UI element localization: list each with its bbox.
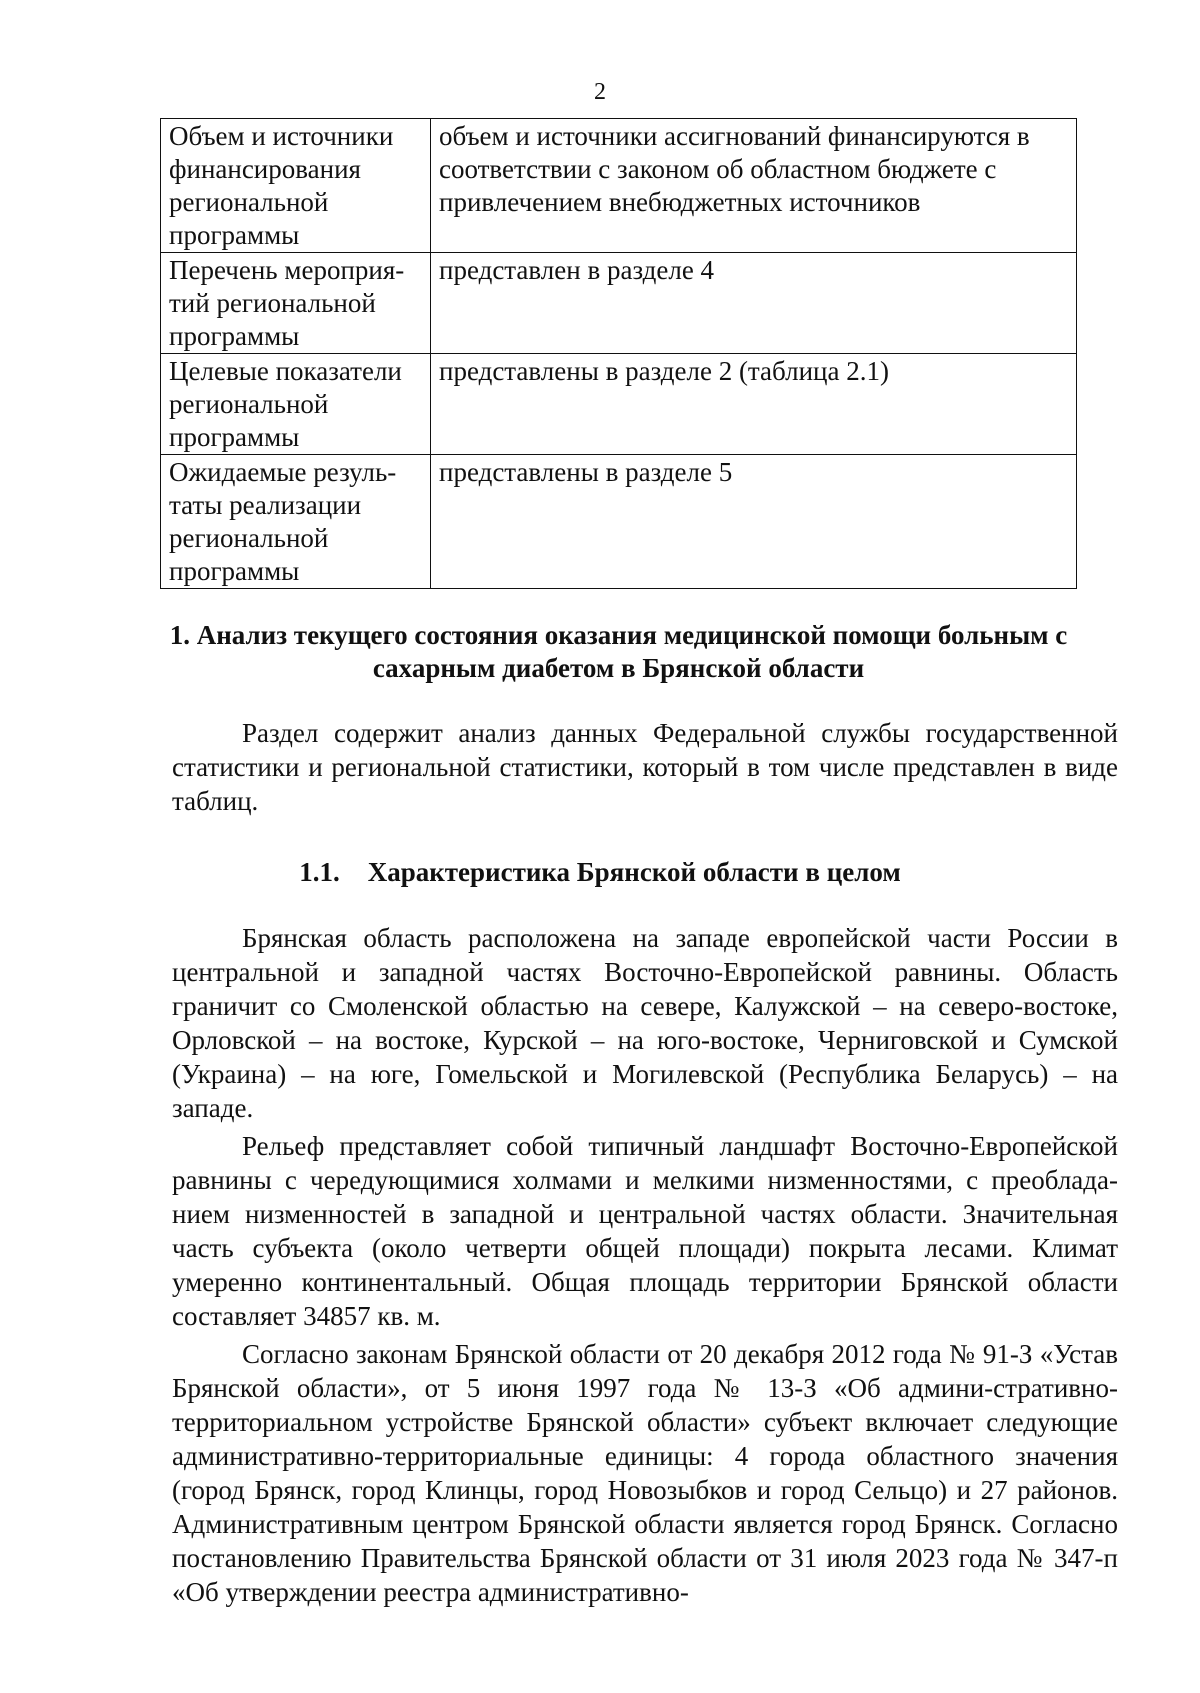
row-value: представлены в разделе 2 (таблица 2.1) (431, 354, 1077, 455)
row-value: представлен в разделе 4 (431, 253, 1077, 354)
row-label: Ожидаемые резуль-таты реализации региональной программы (161, 455, 431, 589)
body-paragraph: Брянская область расположена на западе европейской части России в центральной и западной частях Восточно-Европейской равнины. Область граничит со Смоленской областью на севере, Калужской – на северо-востоке, Орловской – на востоке, Курской – на юго-востоке, Черниговской и Сумской (Украина) – на юге, Гомельской и Могилевской (Республика Беларусь) – на западе. (172, 923, 1118, 1123)
subsection-body (172, 921, 1118, 1609)
row-value: объем и источники ассигнований финансируются в соответствии с законом об областном бюджете с привлечением внебюджетных источников (431, 119, 1077, 253)
row-label: Целевые показатели региональной программы (161, 354, 431, 455)
row-value: представлены в разделе 5 (431, 455, 1077, 589)
body-paragraph: Согласно законам Брянской области от 20 декабря 2012 года № 91-З «Устав Брянской области», от 5 июня 1997 года № 13-З «Об админи-стративно-территориальном устройстве Брянской области» субъект включает следующие административно-территориальные единицы: 4 города областного значения (город Брянск, город Клинцы, город Новозыбков и город Сельцо) и 27 районов. Административным центром Брянской области является город Брянск. Согласно постановлению Правительства Брянской области от 31 июля 2023 года № 347-п «Об утверждении реестра административно- (172, 1339, 1118, 1607)
subsection-title: Характеристика Брянской области в целом (367, 857, 901, 887)
section-intro-paragraph: Раздел содержит анализ данных Федеральной службы государственной статистики и региональной статистики, который в том числе представлен в виде таблиц. (172, 718, 1118, 816)
page-number: 2 (594, 79, 606, 105)
subsection-number: 1.1. (299, 857, 340, 887)
table-row (161, 253, 1077, 354)
subsection-heading (0, 856, 1200, 889)
table-row (161, 354, 1077, 455)
row-label: Объем и источники финансирования региональной программы (161, 119, 431, 253)
table-row (161, 455, 1077, 589)
body-paragraph: Рельеф представляет собой типичный ландшафт Восточно-Европейской равнины с чередующимися холмами и мелкими низменностями, с преоблада-нием низменностей в западной и центральной частях области. Значительная часть субъекта (около четверти общей площади) покрыта лесами. Климат умеренно континентальный. Общая площадь территории Брянской области составляет 34857 кв. м. (172, 1131, 1118, 1331)
passport-table (160, 118, 1077, 589)
section-heading: 1. Анализ текущего состояния оказания медицинской помощи больным с сахарным диабетом в Брянской области (169, 620, 1068, 683)
table-row (161, 119, 1077, 253)
row-label: Перечень мероприя-тий региональной программы (161, 253, 431, 354)
